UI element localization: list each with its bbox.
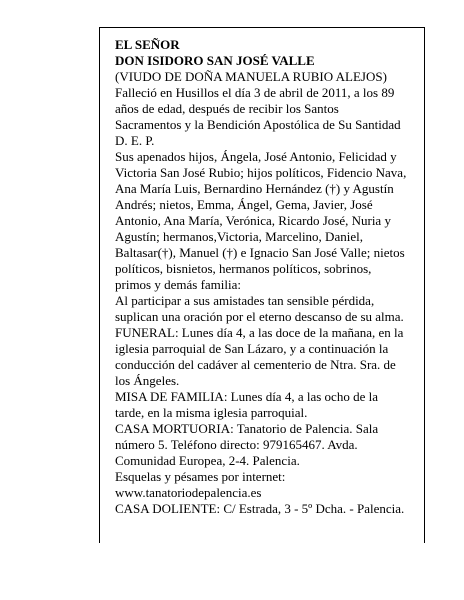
family-line-2: Victoria San José Rubio; hijos políticos, Fidencio Nava, [115, 165, 407, 180]
request-line-1: Al participar a sus amistades tan sensible pérdida, [115, 293, 375, 308]
family-line-5: Antonio, Ana María, Verónica, Ricardo José, Nuria y [115, 213, 391, 228]
deceased-name: DON ISIDORO SAN JOSÉ VALLE [115, 53, 315, 68]
mortuary-line-3: Comunidad Europea, 2-4. Palencia. [115, 453, 300, 468]
funeral-line-1: FUNERAL: Lunes día 4, a las doce de la mañana, en la [115, 325, 404, 340]
family-line-9: primos y demás familia: [115, 277, 242, 292]
widower-line: (VIUDO DE DOÑA MANUELA RUBIO ALEJOS) [115, 69, 387, 84]
family-line-1: Sus apenados hijos, Ángela, José Antonio, Felicidad y [115, 149, 397, 164]
family-mass-line-2: tarde, en la misma iglesia parroquial. [115, 405, 308, 420]
family-line-6: Agustín; hermanos,Victoria, Marcelino, Daniel, [115, 229, 363, 244]
website-link[interactable]: www.tanatoriodepalencia.es [115, 485, 262, 500]
funeral-line-3: conducción del cadáver al cementerio de Ntra. Sra. de [115, 357, 396, 372]
mortuary-line-1: CASA MORTUORIA: Tanatorio de Palencia. Sala [115, 421, 379, 436]
obituary-notice [115, 37, 427, 517]
funeral-line-4: los Ángeles. [115, 373, 180, 388]
condolences-line: Esquelas y pésames por internet: [115, 469, 286, 484]
family-line-7: Baltasar(†), Manuel (†) e Ignacio San José Valle; nietos [115, 245, 405, 260]
rip-line: D. E. P. [115, 133, 155, 148]
death-line-2: años de edad, después de recibir los Santos [115, 101, 339, 116]
family-line-8: políticos, bisnietos, hermanos políticos, sobrinos, [115, 261, 372, 276]
funeral-line-2: iglesia parroquial de San Lázaro, y a continuación la [115, 341, 389, 356]
death-line-3: Sacramentos y la Bendición Apostólica de Su Santidad [115, 117, 401, 132]
family-mass-line-1: MISA DE FAMILIA: Lunes día 4, a las ocho de la [115, 389, 378, 404]
mortuary-line-2: número 5. Teléfono directo: 979165467. Avda. [115, 437, 358, 452]
mourning-house-line: CASA DOLIENTE: C/ Estrada, 3 - 5º Dcha. - Palencia. [115, 501, 405, 516]
family-line-4: Andrés; nietos, Emma, Ángel, Gema, Javier, José [115, 197, 373, 212]
notice-title: EL SEÑOR [115, 37, 180, 52]
family-line-3: Ana María Luis, Bernardino Hernández (†) y Agustín [115, 181, 394, 196]
death-line-1: Falleció en Husillos el día 3 de abril de 2011, a los 89 [115, 85, 395, 100]
request-line-2: suplican una oración por el eterno descanso de su alma. [115, 309, 404, 324]
